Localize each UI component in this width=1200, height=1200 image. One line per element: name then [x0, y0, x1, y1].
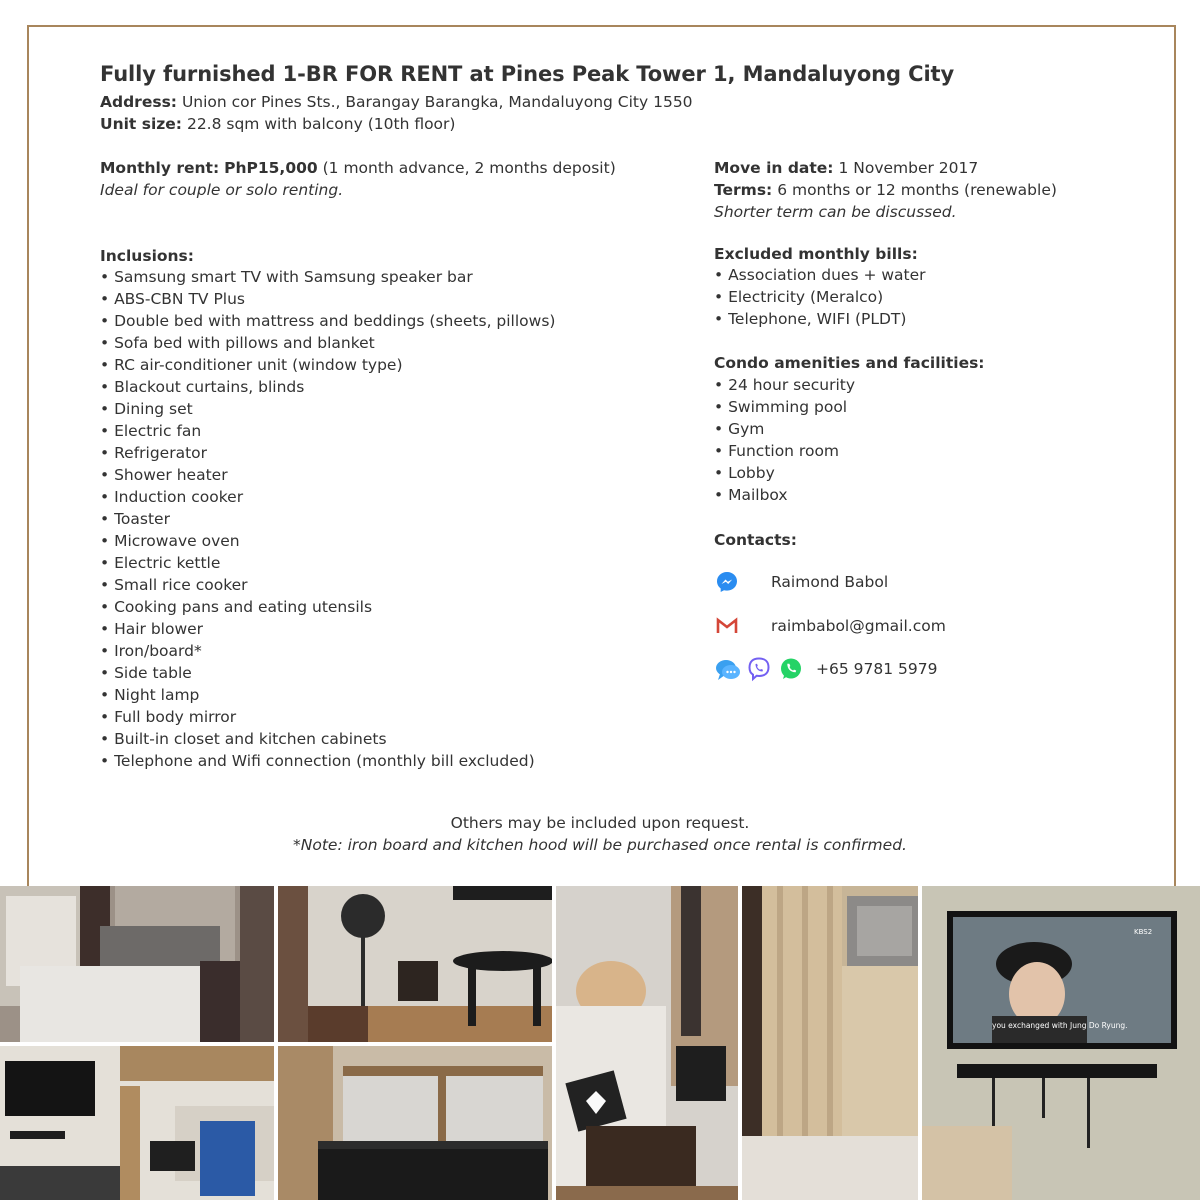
- email-contact: [714, 613, 946, 639]
- messenger-contact: [714, 569, 888, 595]
- rent-amount: PhP15,000: [224, 159, 318, 177]
- inclusion-item: • Blackout curtains, blinds: [100, 376, 555, 398]
- move-in-line: [714, 157, 978, 179]
- inclusion-item: • Built-in closet and kitchen cabinets: [100, 728, 555, 750]
- rent-terms: (1 month advance, 2 months deposit): [322, 159, 616, 177]
- inclusion-item: • ABS-CBN TV Plus: [100, 288, 555, 310]
- amenities-list: [714, 374, 855, 506]
- excluded-bills-list: [714, 264, 926, 330]
- excluded-bill-item: • Telephone, WIFI (PLDT): [714, 308, 926, 330]
- tv-subtitle: you exchanged with Jung Do Ryung.: [992, 1021, 1128, 1030]
- inclusion-item: • Induction cooker: [100, 486, 555, 508]
- viber-icon: [746, 656, 772, 682]
- photo-curtains: [742, 886, 918, 1200]
- move-in-label: Move in date:: [714, 159, 834, 177]
- excluded-heading: Excluded monthly bills:: [714, 245, 918, 263]
- inclusion-item: • Electric kettle: [100, 552, 555, 574]
- photo-bedroom: [0, 886, 274, 1042]
- inclusion-item: • Double bed with mattress and beddings (sheets, pillows): [100, 310, 555, 332]
- terms-value: 6 months or 12 months (renewable): [777, 181, 1057, 199]
- photo-tv-wall: [922, 886, 1200, 1200]
- inclusion-item: • Cooking pans and eating utensils: [100, 596, 555, 618]
- terms-line: [714, 179, 1057, 201]
- tv-channel-logo: KBS2: [1134, 928, 1153, 936]
- address-value: Union cor Pines Sts., Barangay Barangka, Mandaluyong City 1550: [181, 93, 693, 111]
- messenger-icon: [714, 569, 740, 595]
- excluded-bill-item: • Electricity (Meralco): [714, 286, 926, 308]
- inclusion-item: • Hair blower: [100, 618, 555, 640]
- inclusion-item: • Shower heater: [100, 464, 555, 486]
- inclusion-item: • Electric fan: [100, 420, 555, 442]
- inclusion-item: • Toaster: [100, 508, 555, 530]
- rent-label: Monthly rent:: [100, 159, 220, 177]
- photo-kitchen: [0, 1046, 274, 1200]
- inclusion-item: • RC air-conditioner unit (window type): [100, 354, 555, 376]
- photo-sofa-panel: [278, 1046, 552, 1200]
- listing-title: Fully furnished 1-BR FOR RENT at Pines Peak Tower 1, Mandaluyong City: [100, 62, 955, 86]
- amenity-item: • Function room: [714, 440, 855, 462]
- amenity-item: • Swimming pool: [714, 396, 855, 418]
- inclusion-item: • Telephone and Wifi connection (monthly bill excluded): [100, 750, 555, 772]
- footer-note-iron-board: *Note: iron board and kitchen hood will be purchased once rental is confirmed.: [293, 836, 907, 854]
- sms-chat-icon: [714, 656, 740, 682]
- unit-size-value: 22.8 sqm with balcony (10th floor): [186, 115, 456, 133]
- inclusion-item: • Night lamp: [100, 684, 555, 706]
- unit-size-line: [100, 113, 455, 135]
- terms-label: Terms:: [714, 181, 773, 199]
- move-in-value: 1 November 2017: [838, 159, 979, 177]
- terms-note: Shorter term can be discussed.: [714, 203, 957, 221]
- inclusion-item: • Samsung smart TV with Samsung speaker bar: [100, 266, 555, 288]
- photo-dining-area: [278, 886, 552, 1042]
- inclusion-item: • Side table: [100, 662, 555, 684]
- photo-collage: [0, 886, 1200, 1200]
- amenity-item: • 24 hour security: [714, 374, 855, 396]
- contacts-heading: Contacts:: [714, 531, 797, 549]
- inclusion-item: • Small rice cooker: [100, 574, 555, 596]
- address-label: Address:: [100, 93, 177, 111]
- inclusion-item: • Microwave oven: [100, 530, 555, 552]
- footer-note-requests: Others may be included upon request.: [450, 814, 750, 832]
- inclusions-heading: Inclusions:: [100, 247, 194, 265]
- monthly-rent-line: [100, 157, 616, 179]
- inclusions-list: [100, 266, 555, 772]
- inclusion-item: • Dining set: [100, 398, 555, 420]
- whatsapp-icon: [778, 656, 804, 682]
- inclusion-item: • Full body mirror: [100, 706, 555, 728]
- inclusion-item: • Iron/board*: [100, 640, 555, 662]
- rent-note: Ideal for couple or solo renting.: [100, 181, 344, 199]
- inclusion-item: • Refrigerator: [100, 442, 555, 464]
- email-address[interactable]: raimbabol@gmail.com: [771, 617, 946, 635]
- amenities-heading: Condo amenities and facilities:: [714, 354, 985, 372]
- phone-contact: [714, 656, 937, 682]
- gmail-icon: [714, 613, 740, 639]
- phone-number[interactable]: +65 9781 5979: [816, 660, 938, 678]
- excluded-bill-item: • Association dues + water: [714, 264, 926, 286]
- photo-sofa-bed: [556, 886, 738, 1200]
- address-line: [100, 91, 693, 113]
- amenity-item: • Gym: [714, 418, 855, 440]
- inclusion-item: • Sofa bed with pillows and blanket: [100, 332, 555, 354]
- amenity-item: • Mailbox: [714, 484, 855, 506]
- messenger-name[interactable]: Raimond Babol: [771, 573, 889, 591]
- unit-size-label: Unit size:: [100, 115, 183, 133]
- amenity-item: • Lobby: [714, 462, 855, 484]
